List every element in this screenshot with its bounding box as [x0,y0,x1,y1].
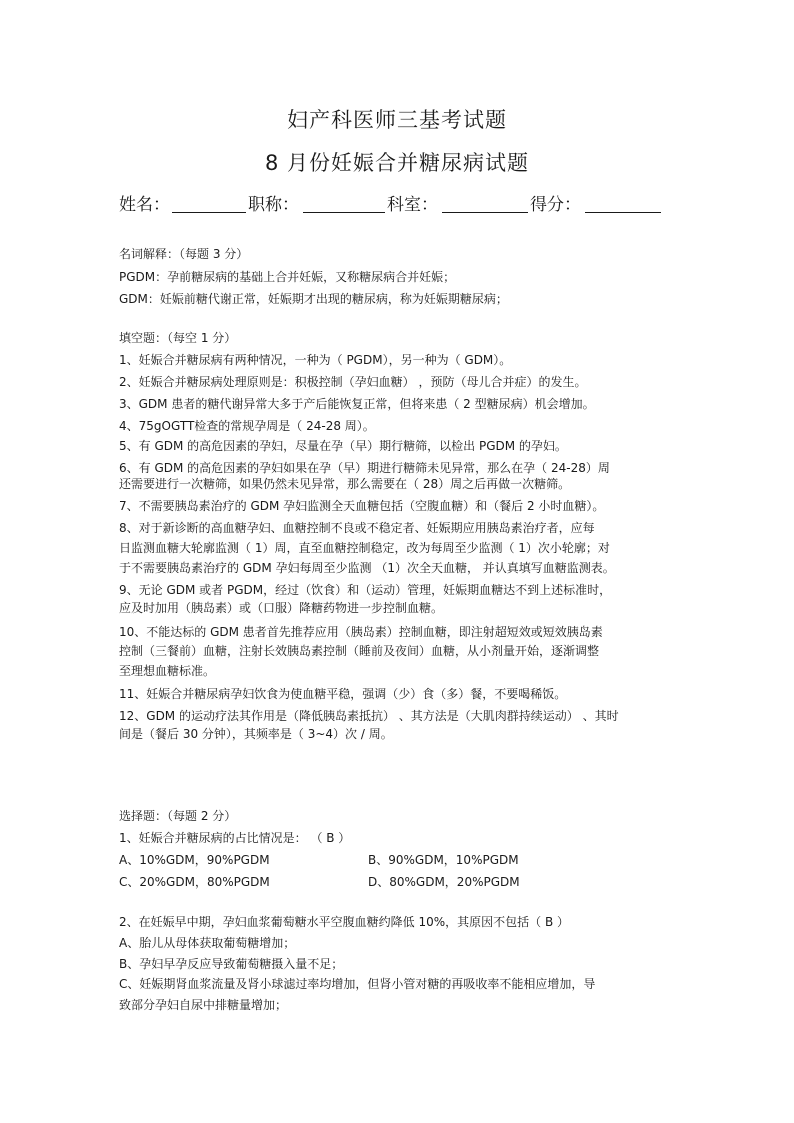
choice-q2: 2、在妊娠早中期，孕妇血浆葡萄糖水平空腹血糖约降低 10%，其原因不包括（ B ） [119,915,569,929]
score-label: 得分： [530,195,581,215]
choice-q1-option-c: C、20%GDM，80%PGDM [119,875,270,889]
fill-q10-cont-1: 控制（三餐前）血糖，注射长效胰岛素控制（睡前及夜间）血糖，从小剂量开始，逐渐调整 [119,644,600,658]
choice-q1-option-a: A、10%GDM，90%PGDM [119,853,270,867]
title-blank[interactable] [303,195,385,213]
dept-label: 科室： [387,195,438,215]
name-blank[interactable] [172,195,246,213]
fill-q6: 6、有 GDM 的高危因素的孕妇如果在孕（早）期进行糖筛未见异常，那么在孕（ 24-28）周 [119,461,610,475]
choice-q2-option-b: B、孕妇早孕反应导致葡萄糖摄入量不足； [119,957,344,971]
name-label: 姓名： [119,195,170,215]
fill-q12-cont: 间是（餐后 30 分钟），其频率是（ 3~4）次 / 周。 [119,727,393,741]
fill-q11: 11、妊娠合并糖尿病孕妇饮食为使血糖平稳，强调（少）食（多）餐，不要喝稀饭。 [119,687,567,701]
title-label: 职称： [248,195,299,215]
fill-q12: 12、GDM 的运动疗法其作用是（降低胰岛素抵抗） 、其方法是（大肌肉群持续运动） 、其时 [119,709,619,723]
fill-q3: 3、GDM 患者的糖代谢异常大多于产后能恢复正常，但将来患（ 2 型糖尿病）机会增加。 [119,397,595,411]
fill-q1: 1、妊娠合并糖尿病有两种情况，一种为（ PGDM），另一种为（ GDM）。 [119,353,512,367]
page-title: 妇产科医师三基考试题 [287,108,507,132]
dept-blank[interactable] [442,195,528,213]
choice-q2-option-a: A、胎儿从母体获取葡萄糖增加； [119,936,296,950]
choice-q1-option-b: B、90%GDM，10%PGDM [368,853,519,867]
info-fields [119,190,663,215]
page-subtitle: 8 月份妊娠合并糖尿病试题 [264,151,530,175]
fill-q7: 7、不需要胰岛素治疗的 GDM 孕妇监测全天血糖包括（空腹血糖）和（餐后 2 小时血糖）。 [119,499,605,513]
score-blank[interactable] [585,195,661,213]
fill-q9-cont: 应及时加用（胰岛素）或（口服）降糖药物进一步控制血糖。 [119,601,444,615]
section-heading-choice: 选择题：（每题 2 分） [119,809,237,823]
fill-q4: 4、75gOGTT检查的常规孕周是（ 24-28 周）。 [119,419,375,433]
definition-pgdm: PGDM：孕前糖尿病的基础上合并妊娠，又称糖尿病合并妊娠； [119,270,456,284]
definition-gdm: GDM：妊娠前糖代谢正常，妊娠期才出现的糖尿病，称为妊娠期糖尿病； [119,292,508,306]
choice-q2-option-c-cont: 致部分孕妇自尿中排糖量增加； [119,998,288,1012]
section-heading-fill: 填空题：（每空 1 分） [119,331,237,345]
fill-q8-cont-2: 于不需要胰岛素治疗的 GDM 孕妇每周至少监测 （1）次全天血糖， 并认真填写血糖监测表。 [119,561,615,575]
section-heading-definitions: 名词解释：（每题 3 分） [119,247,249,261]
fill-q2: 2、妊娠合并糖尿病处理原则是：积极控制（孕妇血糖） ，预防（母儿合并症）的发生。 [119,375,587,389]
fill-q8: 8、对于新诊断的高血糖孕妇、血糖控制不良或不稳定者、妊娠期应用胰岛素治疗者，应每 [119,521,595,535]
fill-q9: 9、无论 GDM 或者 PGDM，经过（饮食）和（运动）管理，妊娠期血糖达不到上述标准时， [119,583,612,597]
choice-q1: 1、妊娠合并糖尿病的占比情况是： （ B ） [119,831,351,845]
fill-q6-cont: 还需要进行一次糖筛，如果仍然未见异常，那么需要在（ 28）周之后再做一次糖筛。 [119,477,571,491]
fill-q10: 10、不能达标的 GDM 患者首先推荐应用（胰岛素）控制血糖，即注射超短效或短效胰岛素 [119,625,603,639]
choice-q2-option-c: C、妊娠期肾血浆流量及肾小球滤过率均增加，但肾小管对糖的再吸收率不能相应增加，导 [119,977,596,991]
choice-q1-option-d: D、80%GDM，20%PGDM [368,875,520,889]
fill-q8-cont-1: 日监测血糖大轮廓监测（ 1）周，直至血糖控制稳定，改为每周至少监测（ 1）次小轮廓；对 [119,541,610,555]
fill-q5: 5、有 GDM 的高危因素的孕妇，尽量在孕（早）期行糖筛，以检出 PGDM 的孕妇。 [119,439,567,453]
fill-q10-cont-2: 至理想血糖标准。 [119,664,216,678]
